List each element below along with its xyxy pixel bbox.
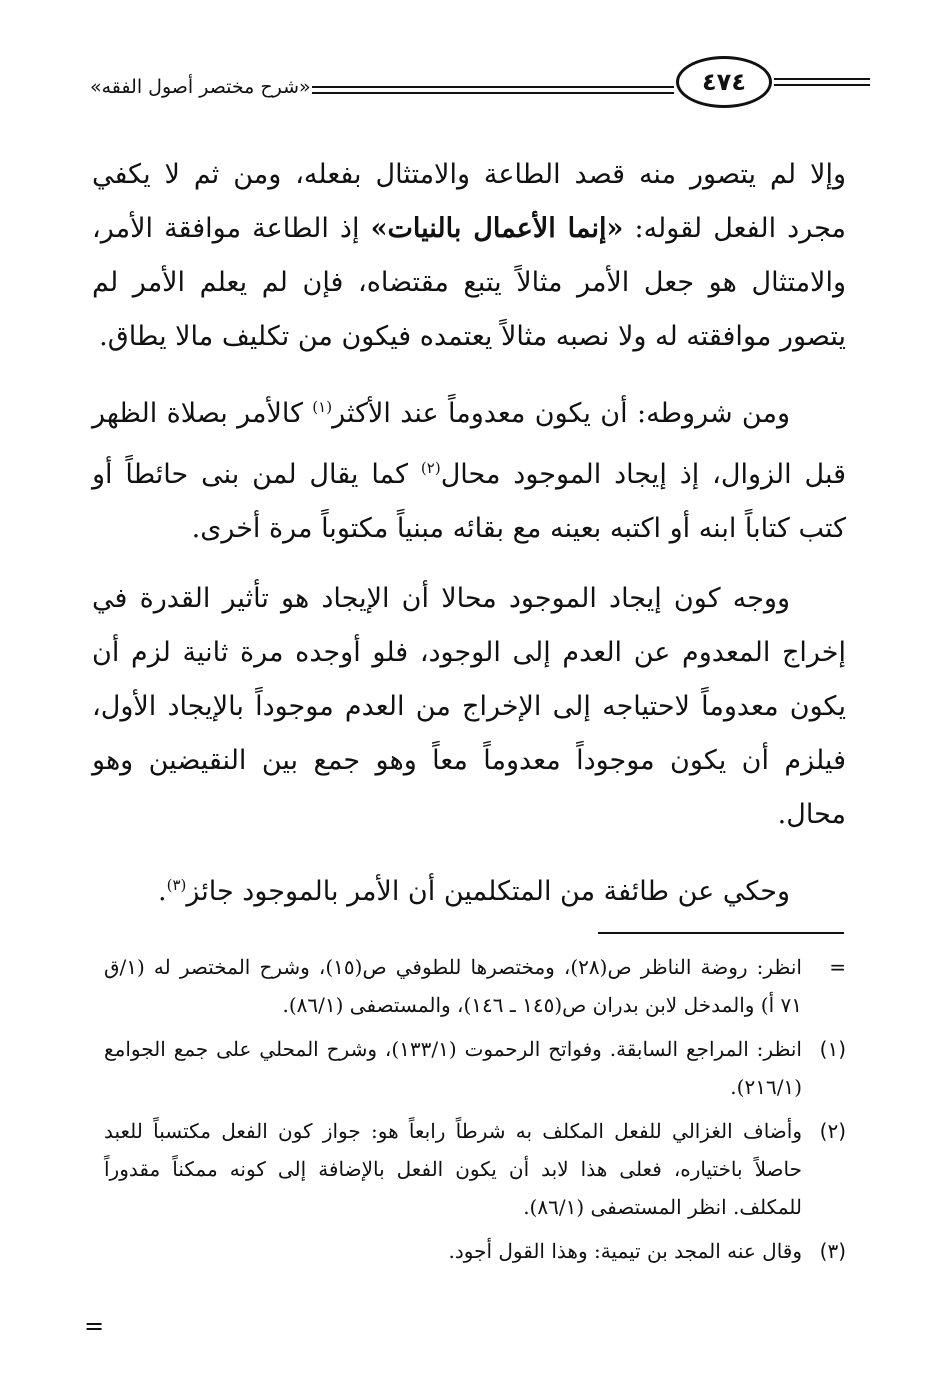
header-rule-right-top [774,78,870,80]
page-number-text: ٤٧٤ [702,68,746,96]
footnote-mark: (١) [819,1037,846,1061]
page-number [676,56,772,108]
paragraph-4-text-a: وحكي عن طائفة من المتكلمين أن الأمر بالموجود جائز [186,876,790,907]
header-rule-left-top [312,86,674,88]
footnote-text: انظر: روضة الناظر ص(٢٨)، ومختصرها للطوفي ص(١٥)، وشرح المختصر له (١/ق ٧١ أ) والمدخل لابن بدران ص(١٤٥ ـ ١٤٦)، والمستصفى (٨٦/١). [104,955,802,1017]
paragraph-3-text: ووجه كون إيجاد الموجود محالا أن الإيجاد هو تأثير القدرة في إخراج المعدوم عن العدم إلى الوجود، فلو أوجده مرة ثانية لزم أن يكون معدوماً لاحتياجه إلى الإخراج من العدم موجوداً بالإيجاد الأول، فيلزم أن يكون موجوداً معدوماً معاً وهو جمع بين النقيضين وهو محال. [92,583,846,830]
paragraph-1-text-a: وإلا لم يتصور منه قصد الطاعة والامتثال بفعله، ومن ثم لا يكفي مجرد الفعل لقوله: [92,159,846,244]
footnote-mark: (٢) [819,1119,846,1143]
paragraph-1-text-b: إذ الطاعة موافقة الأمر، والامتثال هو جعل الأمر مثالاً يتبع مقتضاه، فإن لم يعلم الأمر لم يتصور موافقته له ولا نصبه مثالاً يعتمده فيكون من تكليف مالا يطاق. [92,213,846,352]
main-text [92,148,846,919]
paragraph-1 [92,148,846,364]
footnote-divider [598,932,844,934]
page-header [80,48,870,118]
paragraph-2 [92,380,846,556]
header-rule-left-bottom [312,92,674,94]
footnote-ref-2: (٢) [420,459,441,477]
paragraph-2-text-c: كما يقال لمن بنى حائطاً أو كتب كتاباً ابنه أو اكتبه بعينه مع بقائه مبنياً مكتوباً مرة أخرى. [92,459,846,544]
footnote-3 [104,1232,846,1270]
footnote-text: وأضاف الغزالي للفعل المكلف به شرطاً رابعاً هو: جواز كون الفعل مكتسباً للعبد حاصلاً باختياره، فعلى هذا لابد أن يكون الفعل بالإضافة إلى كونه ممكناً مقدوراً للمكلف. انظر المستصفى (٨٦/١). [104,1119,802,1219]
footnote-continued [104,948,846,1024]
footnote-text: وقال عنه المجد بن تيمية: وهذا القول أجود. [448,1239,802,1263]
footnote-ref-1: (١) [312,398,333,416]
paragraph-3 [92,572,846,842]
footnote-ref-3: (٣) [166,876,187,894]
footnote-text: انظر: المراجع السابقة. وفواتح الرحموت (١٣٣/١)، وشرح المحلي على جمع الجوامع (٢١٦/١). [104,1037,802,1099]
footnote-mark: (٣) [819,1239,846,1263]
footnote-mark: = [829,955,846,979]
paragraph-2-text-a: ومن شروطه: أن يكون معدوماً عند الأكثر [332,398,790,429]
footnote-2 [104,1112,846,1226]
footnote-1 [104,1030,846,1106]
continuation-mark: = [84,1312,105,1340]
hadith-quote: «إنما الأعمال بالنيات» [370,213,624,244]
header-rule-right-bottom [774,84,870,86]
footnotes [104,948,846,1276]
paragraph-2-text-b: كالأمر بصلاة الظهر قبل الزوال، إذ إيجاد الموجود محال [92,398,846,490]
paragraph-4 [92,858,846,919]
book-title: «شرح مختصر أصول الفقه» [90,76,311,98]
paragraph-4-text-b: . [158,876,167,907]
